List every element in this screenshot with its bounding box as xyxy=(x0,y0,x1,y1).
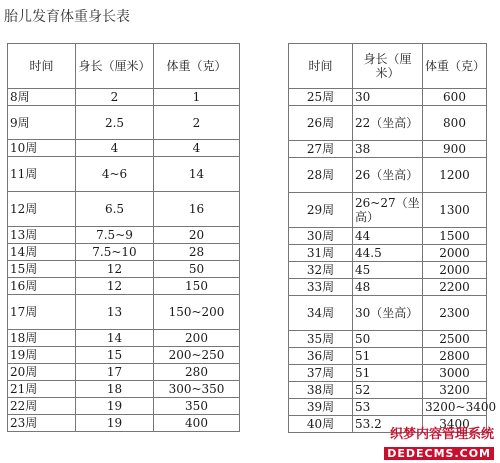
right-week-cell: 26周 xyxy=(289,106,353,141)
left-weight-cell: 4 xyxy=(154,140,240,157)
left-weight-cell: 1 xyxy=(154,89,240,106)
left-length-cell: 13 xyxy=(76,295,154,330)
left-table-row xyxy=(8,106,240,140)
right-weight-cell: 3000 xyxy=(423,365,487,382)
right-header-time: 时间 xyxy=(289,44,353,89)
right-table-row xyxy=(289,365,487,382)
right-week-cell: 35周 xyxy=(289,331,353,348)
left-length-cell: 2.5 xyxy=(76,106,154,140)
left-week-cell: 18周 xyxy=(8,330,76,347)
right-table-row xyxy=(289,89,487,106)
right-header-weight: 体重（克） xyxy=(423,44,487,89)
right-table-row xyxy=(289,331,487,348)
left-length-cell: 12 xyxy=(76,261,154,278)
left-week-cell: 13周 xyxy=(8,227,76,244)
left-table-row xyxy=(8,278,240,295)
right-weight-cell: 600 xyxy=(423,89,487,106)
left-week-cell: 17周 xyxy=(8,295,76,330)
right-length-cell: 52 xyxy=(353,382,423,399)
left-header-row xyxy=(8,44,240,89)
left-length-cell: 19 xyxy=(76,398,154,415)
right-length-cell: 51 xyxy=(353,365,423,382)
left-header-length: 身长（厘米） xyxy=(76,44,154,89)
right-table-row xyxy=(289,279,487,296)
left-week-cell: 16周 xyxy=(8,278,76,295)
left-header-weight: 体重（克） xyxy=(154,44,240,89)
right-weight-cell: 1500 xyxy=(423,228,487,245)
right-week-cell: 39周 xyxy=(289,399,353,416)
right-length-cell: 51 xyxy=(353,348,423,365)
left-table-row xyxy=(8,398,240,415)
right-table-row xyxy=(289,262,487,279)
right-week-cell: 38周 xyxy=(289,382,353,399)
right-table-row xyxy=(289,382,487,399)
right-length-cell: 44 xyxy=(353,228,423,245)
right-weight-cell: 1300 xyxy=(423,193,487,228)
left-table-row xyxy=(8,347,240,364)
left-weight-cell: 280 xyxy=(154,364,240,381)
left-week-cell: 15周 xyxy=(8,261,76,278)
right-table-row xyxy=(289,416,487,433)
right-weight-cell: 2000 xyxy=(423,245,487,262)
left-table-row xyxy=(8,192,240,227)
right-weight-cell: 800 xyxy=(423,106,487,141)
left-table-row xyxy=(8,364,240,381)
left-week-cell: 23周 xyxy=(8,415,76,432)
right-size-table xyxy=(288,43,497,433)
right-weight-cell: 2200 xyxy=(423,279,487,296)
left-week-cell: 11周 xyxy=(8,157,76,192)
page-title: 胎儿发育体重身长表 xyxy=(4,9,130,25)
right-table-row xyxy=(289,106,487,141)
right-table-row xyxy=(289,193,487,228)
right-table-row xyxy=(289,141,487,158)
right-table-row xyxy=(289,245,487,262)
left-week-cell: 19周 xyxy=(8,347,76,364)
left-week-cell: 22周 xyxy=(8,398,76,415)
right-weight-cell: 3400 xyxy=(423,416,487,433)
left-length-cell: 4 xyxy=(76,140,154,157)
left-weight-cell: 350 xyxy=(154,398,240,415)
right-weight-cell: 3200~3400 xyxy=(423,399,487,416)
left-weight-cell: 50 xyxy=(154,261,240,278)
right-weight-cell: 2300 xyxy=(423,296,487,331)
right-length-cell: 44.5 xyxy=(353,245,423,262)
right-week-cell: 29周 xyxy=(289,193,353,228)
left-weight-cell: 20 xyxy=(154,227,240,244)
left-length-cell: 12 xyxy=(76,278,154,295)
left-length-cell: 17 xyxy=(76,364,154,381)
left-table-row xyxy=(8,227,240,244)
right-table-row xyxy=(289,399,487,416)
left-length-cell: 4~6 xyxy=(76,157,154,192)
left-weight-cell: 200~250 xyxy=(154,347,240,364)
left-table-row xyxy=(8,295,240,330)
right-week-cell: 36周 xyxy=(289,348,353,365)
left-week-cell: 10周 xyxy=(8,140,76,157)
left-length-cell: 2 xyxy=(76,89,154,106)
right-length-cell: 26（坐高） xyxy=(353,158,423,193)
right-week-cell: 32周 xyxy=(289,262,353,279)
left-weight-cell: 14 xyxy=(154,157,240,192)
right-header-row xyxy=(289,44,487,89)
right-length-cell: 53 xyxy=(353,399,423,416)
left-weight-cell: 16 xyxy=(154,192,240,227)
watermark-domain: DEDECMS.COM xyxy=(384,447,494,460)
left-size-table xyxy=(7,43,240,432)
right-weight-cell: 900 xyxy=(423,141,487,158)
right-week-cell: 30周 xyxy=(289,228,353,245)
left-length-cell: 15 xyxy=(76,347,154,364)
right-length-cell: 26~27（坐高） xyxy=(353,193,423,228)
right-weight-cell: 2500 xyxy=(423,331,487,348)
left-weight-cell: 400 xyxy=(154,415,240,432)
right-week-cell: 31周 xyxy=(289,245,353,262)
right-table-row xyxy=(289,158,487,193)
right-week-cell: 28周 xyxy=(289,158,353,193)
left-header-time: 时间 xyxy=(8,44,76,89)
left-table-row xyxy=(8,244,240,261)
right-weight-cell: 1200 xyxy=(423,158,487,193)
left-week-cell: 20周 xyxy=(8,364,76,381)
watermark-text: 织梦内容管理系统 xyxy=(389,427,494,442)
left-weight-cell: 300~350 xyxy=(154,381,240,398)
left-length-cell: 19 xyxy=(76,415,154,432)
right-table-row xyxy=(289,228,487,245)
left-table-row xyxy=(8,381,240,398)
left-week-cell: 8周 xyxy=(8,89,76,106)
left-week-cell: 12周 xyxy=(8,192,76,227)
left-table-row xyxy=(8,89,240,106)
left-table-row xyxy=(8,415,240,432)
left-table-row xyxy=(8,157,240,192)
right-table-row xyxy=(289,348,487,365)
right-length-cell: 45 xyxy=(353,262,423,279)
right-length-cell: 30（坐高） xyxy=(353,296,423,331)
right-week-cell: 25周 xyxy=(289,89,353,106)
right-length-cell: 50 xyxy=(353,331,423,348)
left-length-cell: 7.5~10 xyxy=(76,244,154,261)
left-length-cell: 7.5~9 xyxy=(76,227,154,244)
left-length-cell: 14 xyxy=(76,330,154,347)
right-week-cell: 37周 xyxy=(289,365,353,382)
left-week-cell: 9周 xyxy=(8,106,76,140)
right-length-cell: 53.2 xyxy=(353,416,423,433)
left-week-cell: 21周 xyxy=(8,381,76,398)
left-weight-cell: 2 xyxy=(154,106,240,140)
left-weight-cell: 150 xyxy=(154,278,240,295)
right-week-cell: 27周 xyxy=(289,141,353,158)
right-length-cell: 30 xyxy=(353,89,423,106)
left-week-cell: 14周 xyxy=(8,244,76,261)
left-weight-cell: 150~200 xyxy=(154,295,240,330)
right-week-cell: 33周 xyxy=(289,279,353,296)
right-length-cell: 22（坐高） xyxy=(353,106,423,141)
right-header-length: 身长（厘米） xyxy=(353,44,423,89)
right-weight-cell: 2000 xyxy=(423,262,487,279)
right-weight-cell: 3200 xyxy=(423,382,487,399)
right-length-cell: 48 xyxy=(353,279,423,296)
right-length-cell: 38 xyxy=(353,141,423,158)
left-weight-cell: 28 xyxy=(154,244,240,261)
right-table-row xyxy=(289,296,487,331)
right-week-cell: 40周 xyxy=(289,416,353,433)
left-table-row xyxy=(8,330,240,347)
left-length-cell: 6.5 xyxy=(76,192,154,227)
right-weight-cell: 2800 xyxy=(423,348,487,365)
left-table-row xyxy=(8,140,240,157)
left-weight-cell: 200 xyxy=(154,330,240,347)
left-table-row xyxy=(8,261,240,278)
right-week-cell: 34周 xyxy=(289,296,353,331)
left-length-cell: 18 xyxy=(76,381,154,398)
